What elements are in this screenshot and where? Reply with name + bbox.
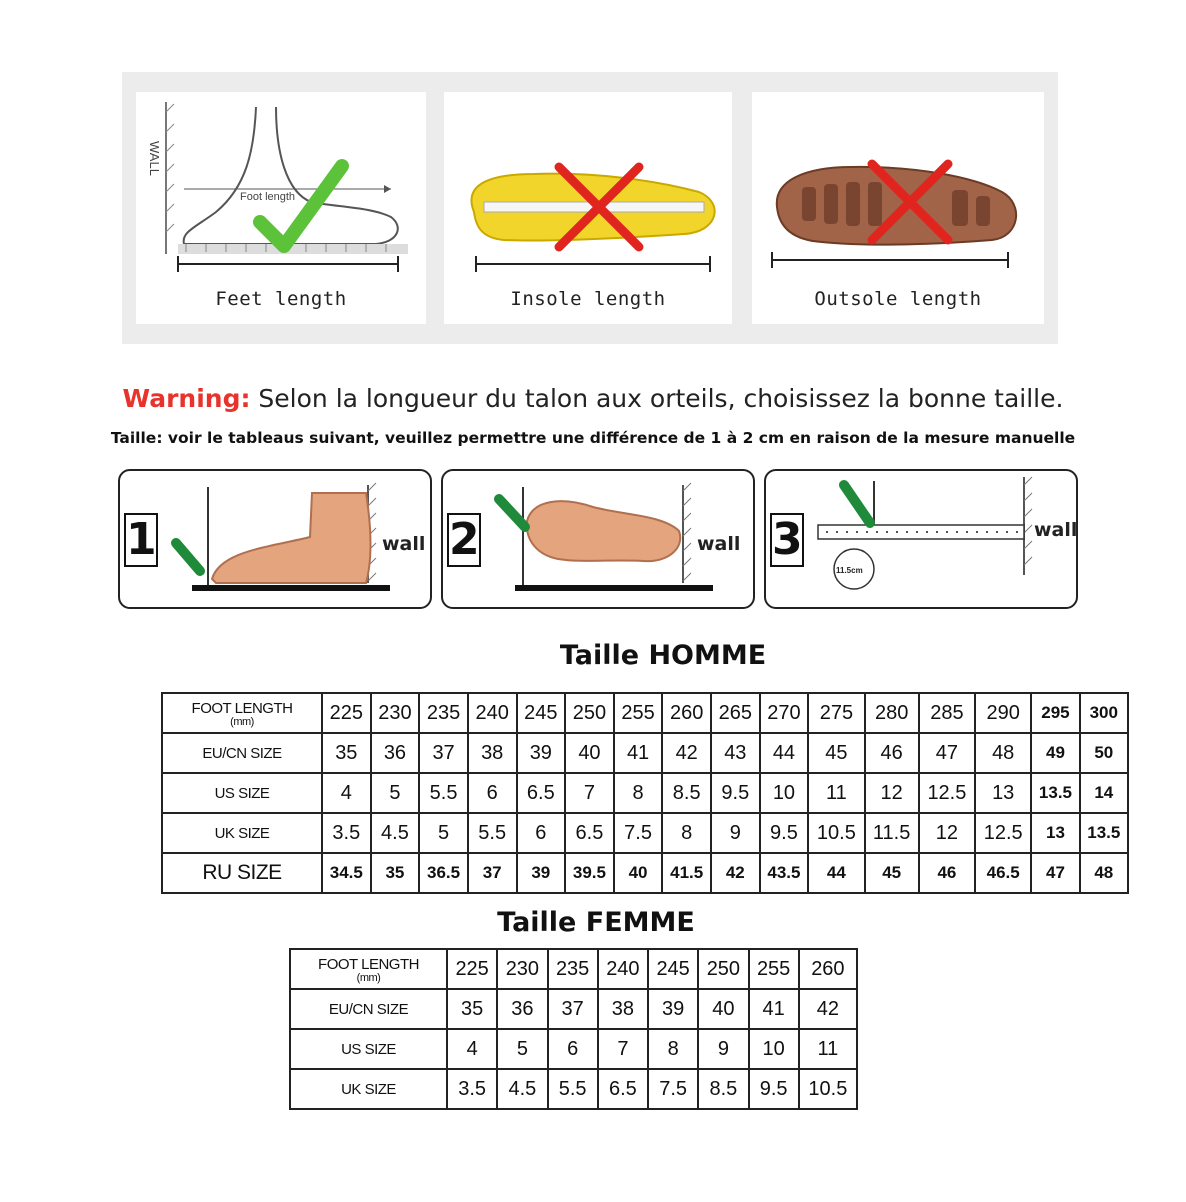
table-row [290,949,857,989]
table-cell: 8 [648,1029,698,1069]
table-cell: 14 [1080,773,1128,813]
row-header-label: US SIZE [341,1040,396,1058]
table-cell: 8 [662,813,711,853]
table-cell: 5 [419,813,468,853]
row-header-label: FOOT LENGTH [318,955,419,973]
step-3-illustration [766,471,1076,607]
table-cell: 9.5 [749,1069,799,1109]
wall-label: wall [382,533,426,555]
table-cell: 6 [468,773,517,813]
table-cell: 4.5 [497,1069,547,1109]
table-cell: 4 [322,773,371,813]
warning-label: Warning: [122,384,251,413]
table-cell: 5 [371,773,420,813]
table-cell: 12.5 [919,773,975,813]
table-cell: 35 [322,733,371,773]
table-cell: 7.5 [648,1069,698,1109]
table-cell: 3.5 [322,813,371,853]
feet-length-panel [136,92,426,324]
table-cell: 6.5 [598,1069,648,1109]
table-cell: 225 [322,693,371,733]
measurement-guide-strip [122,72,1058,344]
table-cell: 285 [919,693,975,733]
table-cell: 10.5 [808,813,864,853]
table-cell: 45 [865,853,919,893]
table-cell: 225 [447,949,497,989]
outsole-length-caption: Outsole length [814,288,982,310]
table-cell: 250 [565,693,614,733]
table-cell: 240 [598,949,648,989]
table-cell: 245 [517,693,566,733]
row-header-label: FOOT LENGTH [191,699,293,717]
table-cell: 36.5 [419,853,468,893]
step-number: 3 [772,514,803,565]
table-cell: 40 [698,989,748,1029]
row-header [162,773,322,813]
foot-length-label: Foot length [240,191,296,203]
measuring-steps [0,469,1186,607]
row-header [290,949,447,989]
table-cell: 270 [760,693,809,733]
table-cell: 47 [919,733,975,773]
row-header-unit: (mm) [230,715,254,728]
wall-label: WALL [147,141,162,176]
table-cell: 245 [648,949,698,989]
table-cell: 295 [1031,693,1079,733]
table-cell: 11 [808,773,864,813]
table-cell: 39.5 [565,853,614,893]
table-cell: 12.5 [975,813,1031,853]
table-cell: 280 [865,693,919,733]
table-cell: 5.5 [419,773,468,813]
check-icon [499,499,525,527]
table-cell: 11 [799,1029,857,1069]
table-cell: 5.5 [548,1069,598,1109]
table-cell: 290 [975,693,1031,733]
table-cell: 260 [662,693,711,733]
table-row [290,1029,857,1069]
row-header-unit: (mm) [356,971,381,984]
table-cell: 5.5 [468,813,517,853]
step-number: 1 [126,514,157,565]
table-cell: 9 [698,1029,748,1069]
table-cell: 39 [648,989,698,1029]
row-header [290,989,447,1029]
table-cell: 7 [598,1029,648,1069]
warning-message [0,384,1186,413]
table-row [290,1069,857,1109]
table-row [290,989,857,1029]
table-cell: 50 [1080,733,1128,773]
row-header-label: EU/CN SIZE [202,744,282,762]
table-row [162,693,1128,733]
table-cell: 45 [808,733,864,773]
table-cell: 37 [548,989,598,1029]
row-header-label: UK SIZE [214,824,270,842]
table-cell: 4.5 [371,813,420,853]
table-cell: 9.5 [711,773,760,813]
table-cell: 11.5 [865,813,919,853]
row-header-label: US SIZE [214,784,270,802]
row-header-label: RU SIZE [202,861,282,884]
table-cell: 39 [517,853,566,893]
table-cell: 6 [548,1029,598,1069]
men-size-table [161,692,1129,894]
table-cell: 35 [447,989,497,1029]
table-cell: 48 [1080,853,1128,893]
wall-label: wall [697,533,741,555]
table-cell: 42 [799,989,857,1029]
table-cell: 41 [749,989,799,1029]
table-cell: 8 [614,773,663,813]
wall-label: wall [1034,519,1078,541]
table-cell: 4 [447,1029,497,1069]
table-cell: 41 [614,733,663,773]
table-cell: 13 [1031,813,1079,853]
feet-length-caption: Feet length [215,288,347,310]
outsole-length-panel [752,92,1044,324]
table-cell: 36 [371,733,420,773]
men-table-title: Taille HOMME [559,640,767,671]
ruler-measure-label: 11.5cm [836,566,863,575]
table-cell: 10.5 [799,1069,857,1109]
table-cell: 43 [711,733,760,773]
table-cell: 46.5 [975,853,1031,893]
table-cell: 44 [760,733,809,773]
table-cell: 265 [711,693,760,733]
table-cell: 10 [760,773,809,813]
table-cell: 34.5 [322,853,371,893]
row-header-label: UK SIZE [341,1080,396,1098]
table-cell: 39 [517,733,566,773]
table-cell: 10 [749,1029,799,1069]
warning-text: Selon la longueur du talon aux orteils, choisissez la bonne taille. [250,384,1064,413]
table-cell: 9.5 [760,813,809,853]
table-cell: 40 [614,853,663,893]
insole-length-caption: Insole length [510,288,666,310]
table-cell: 235 [419,693,468,733]
table-cell: 6.5 [517,773,566,813]
table-cell: 5 [497,1029,547,1069]
table-cell: 43.5 [760,853,809,893]
table-cell: 36 [497,989,547,1029]
table-row [162,853,1128,893]
table-cell: 47 [1031,853,1079,893]
table-cell: 42 [711,853,760,893]
table-cell: 250 [698,949,748,989]
table-cell: 41.5 [662,853,711,893]
row-header [162,813,322,853]
row-header [290,1069,447,1109]
table-cell: 13.5 [1080,813,1128,853]
women-size-table [289,948,858,1110]
table-cell: 9 [711,813,760,853]
row-header [162,853,322,893]
table-cell: 230 [371,693,420,733]
row-header [290,1029,447,1069]
step-1-box [118,469,432,609]
table-cell: 6.5 [565,813,614,853]
table-cell: 240 [468,693,517,733]
table-cell: 46 [865,733,919,773]
table-cell: 275 [808,693,864,733]
table-cell: 35 [371,853,420,893]
table-cell: 37 [419,733,468,773]
table-cell: 40 [565,733,614,773]
table-cell: 37 [468,853,517,893]
table-row [162,773,1128,813]
check-icon [844,485,870,523]
step-2-box [441,469,755,609]
measurement-note: Taille: voir le tableaus suivant, veuillez permettre une différence de 1 à 2 cm en raison de la mesure manuelle [110,429,1076,447]
table-cell: 300 [1080,693,1128,733]
table-cell: 255 [614,693,663,733]
table-row [162,813,1128,853]
table-cell: 38 [468,733,517,773]
table-cell: 46 [919,853,975,893]
table-cell: 230 [497,949,547,989]
insole-length-panel [444,92,732,324]
table-cell: 8.5 [662,773,711,813]
check-icon [176,543,200,571]
table-cell: 13 [975,773,1031,813]
table-cell: 42 [662,733,711,773]
table-cell: 7 [565,773,614,813]
table-cell: 38 [598,989,648,1029]
row-header [162,693,322,733]
table-cell: 3.5 [447,1069,497,1109]
table-cell: 6 [517,813,566,853]
row-header [162,733,322,773]
table-cell: 13.5 [1031,773,1079,813]
table-cell: 7.5 [614,813,663,853]
table-cell: 260 [799,949,857,989]
table-cell: 235 [548,949,598,989]
step-number: 2 [449,514,480,565]
step-3-box [764,469,1078,609]
table-cell: 48 [975,733,1031,773]
table-cell: 255 [749,949,799,989]
table-cell: 12 [919,813,975,853]
table-cell: 8.5 [698,1069,748,1109]
table-cell: 49 [1031,733,1079,773]
table-row [162,733,1128,773]
table-cell: 12 [865,773,919,813]
table-cell: 44 [808,853,864,893]
row-header-label: EU/CN SIZE [328,1000,409,1018]
women-table-title: Taille FEMME [497,907,695,938]
